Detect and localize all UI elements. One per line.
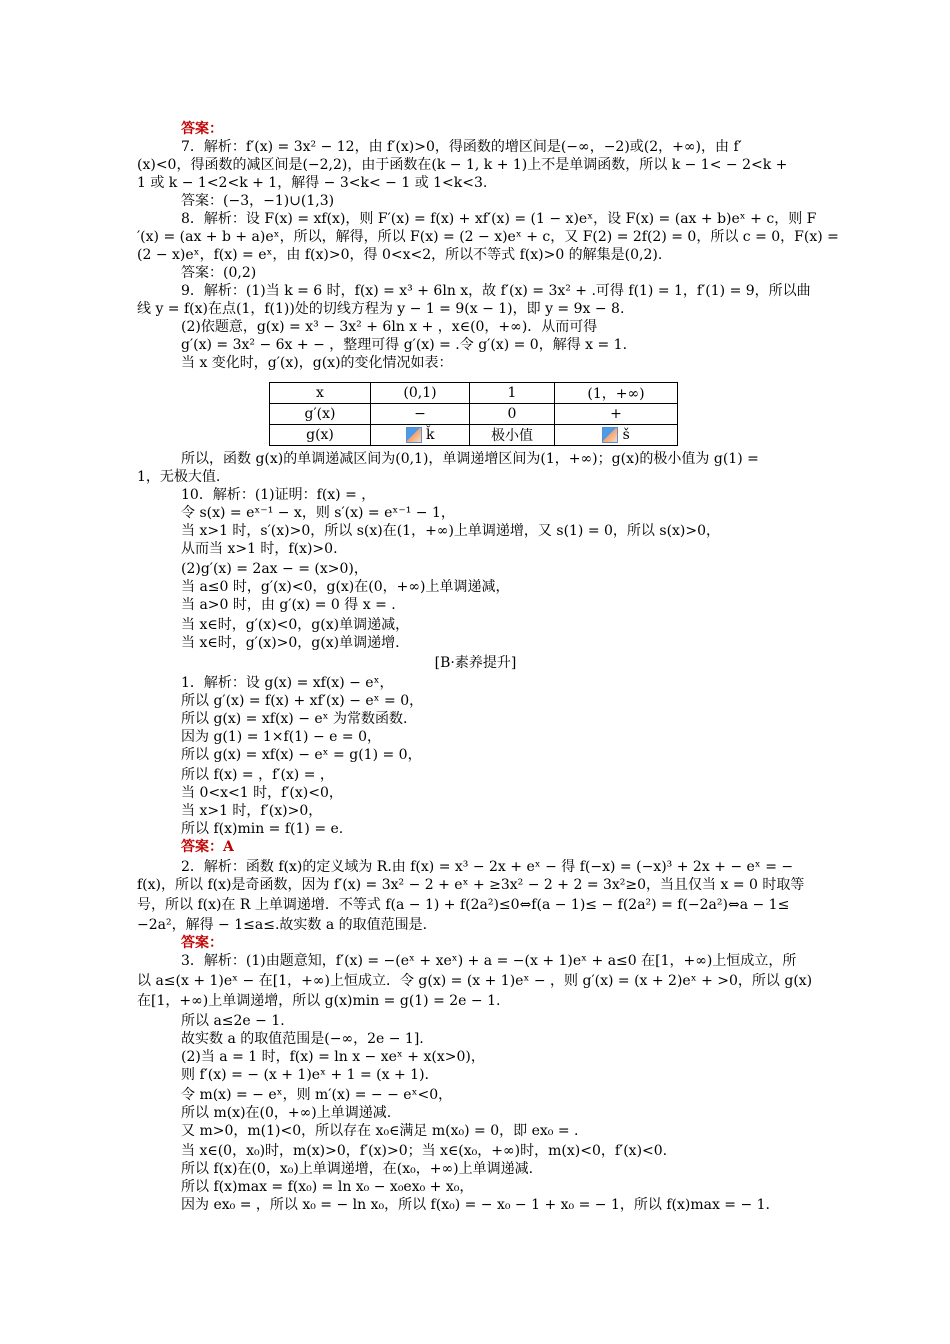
variation-table [269,382,678,446]
decreasing-arrow-icon [406,427,422,443]
table-cell: + [555,404,678,425]
answer-line: 答案：A [181,839,234,855]
increasing-arrow-icon [602,427,618,443]
text-line: 所以 g(x) = xf(x) − eˣ = g(1) = 0， [181,747,422,763]
table-cell: (0,1) [371,383,470,404]
table-cell: 极小值 [470,425,555,446]
text-line: 1，无极大值. [137,469,221,485]
text-line: 在[1，+∞)上单调递增，所以 g(x)min = g(1) = 2e − 1. [137,993,501,1009]
text-line: 当 x∈时，g′(x)>0，g(x)单调递增. [181,635,400,651]
text-line: 8．解析：设 F(x) = xf(x)，则 F′(x) = f(x) + xf′(x) = (1 − x)eˣ，设 F(x) = (ax + b)eˣ + c，则 F [181,211,817,227]
text-line: 2．解析：函数 f(x)的定义域为 R.由 f(x) = x³ − 2x + eˣ − 得 f(−x) = (−x)³ + 2x + − eˣ = − [181,859,794,875]
table-cell: x [270,383,371,404]
text-line: (2)g′(x) = 2ax − = (x>0)， [181,561,368,577]
table-cell [371,425,470,446]
text-line: 3．解析：(1)由题意知，f′(x) = −(eˣ + xeˣ) + a = −(x + 1)eˣ + a≤0 在[1，+∞)上恒成立，所 [181,953,797,969]
table-cell: − [371,404,470,425]
answer-line: 答案：(−3，−1)∪(1,3) [181,193,335,209]
text-line: 故实数 a 的取值范围是(−∞，2e − 1]. [181,1031,424,1047]
text-line: ′(x) = (ax + b + a)eˣ，所以，解得，所以 F(x) = (2 − x)eˣ + c，又 F(2) = 2f(2) = 0，所以 c = 0，F(x) = [137,229,839,245]
text-line: 号，所以 f(x)在 R 上单调递增．不等式 f(a − 1) + f(2a²)≤0⇔f(a − 1)≤ − f(2a²) = f(−2a²)⇔a − 1≤ [137,897,790,913]
table-cell: g(x) [270,425,371,446]
table-cell-text: š [622,427,630,443]
text-line: 所以 a≤2e − 1. [181,1013,285,1029]
text-line: 所以 g(x) = xf(x) − eˣ 为常数函数. [181,711,408,727]
table-cell: g′(x) [270,404,371,425]
answer-line: 答案： [181,121,223,137]
text-line: 又 m>0，m(1)<0，所以存在 x₀∈满足 m(x₀) = 0，即 ex₀ = . [181,1123,579,1139]
text-line: 所以 m(x)在(0，+∞)上单调递减. [181,1105,392,1121]
text-line: 从而当 x>1 时，f(x)>0. [181,541,338,557]
text-line: 所以 g′(x) = f(x) + xf′(x) − eˣ = 0， [181,693,424,709]
table-row [270,404,678,425]
table-cell: 1 [470,383,555,404]
text-line: (2)依题意，g(x) = x³ − 3x² + 6ln x + ，x∈(0，+∞)．从而可得 [181,319,598,335]
section-heading: [B·素养提升] [434,655,517,671]
text-line: 以 a≤(x + 1)eˣ − 在[1，+∞)上恒成立．令 g(x) = (x + 1)eˣ − ，则 g′(x) = (x + 2)eˣ + >0，所以 g(x) [137,973,813,989]
answer-line: 答案：(0,2) [181,265,257,281]
text-line: 当 x∈时，g′(x)<0，g(x)单调递减， [181,617,410,633]
table-cell: (1，+∞) [555,383,678,404]
table-cell [555,425,678,446]
text-line: 当 x∈(0，x₀)时，m(x)>0，f′(x)>0；当 x∈(x₀，+∞)时，m(x)<0，f′(x)<0. [181,1143,668,1159]
text-line: 7．解析：f′(x) = 3x² − 12，由 f′(x)>0，得函数的增区间是(−∞，−2)或(2，+∞)，由 f′ [181,139,742,155]
text-line: 则 f′(x) = − (x + 1)eˣ + 1 = (x + 1). [181,1067,429,1083]
answer-line: 答案： [181,935,223,951]
text-line: 9．解析：(1)当 k = 6 时，f(x) = x³ + 6ln x，故 f′(x) = 3x² + .可得 f(1) = 1，f′(1) = 9，所以曲 [181,283,811,299]
text-line: 当 a>0 时，由 g′(x) = 0 得 x = . [181,597,396,613]
text-line: g′(x) = 3x² − 6x + − ，整理可得 g′(x) = .令 g′(x) = 0，解得 x = 1. [181,337,628,353]
text-line: 所以，函数 g(x)的单调递减区间为(0,1)，单调递增区间为(1，+∞)；g(x)的极小值为 g(1) = [181,451,759,467]
table-cell-text: ǩ [425,427,435,443]
text-line: (x)<0，得函数的减区间是(−2,2)，由于函数在(k − 1, k + 1)上不是单调函数，所以 k − 1< − 2<k + [137,157,788,173]
text-line: 线 y = f(x)在点(1，f(1))处的切线方程为 y − 1 = 9(x − 1)，即 y = 9x − 8. [137,301,625,317]
table-row [270,425,678,446]
text-line: 当 x 变化时，g′(x)，g(x)的变化情况如表： [181,355,453,371]
table-cell: 0 [470,404,555,425]
text-line: (2 − x)eˣ，f(x) = eˣ，由 f(x)>0，得 0<x<2，所以不等式 f(x)>0 的解集是(0,2). [137,247,663,263]
text-line: 当 a≤0 时，g′(x)<0，g(x)在(0，+∞)上单调递减， [181,579,510,595]
text-line: 10．解析：(1)证明：f(x) = ， [181,487,376,503]
text-line: 所以 f(x) = ，f′(x) = ， [181,767,334,783]
text-line: 当 x>1 时，s′(x)>0，所以 s(x)在(1，+∞)上单调递增，又 s(1) = 0，所以 s(x)>0， [181,523,721,539]
text-line: −2a²，解得 − 1≤a≤.故实数 a 的取值范围是. [137,917,428,933]
text-line: (2)当 a = 1 时，f(x) = ln x − xeˣ + x(x>0)， [181,1049,485,1065]
text-line: 所以 f(x)max = f(x₀) = ln x₀ − x₀ex₀ + x₀， [181,1179,474,1195]
text-line: 1 或 k − 1<2<k + 1，解得 − 3<k< − 1 或 1<k<3. [137,175,488,191]
table-row [270,383,678,404]
text-line: 因为 g(1) = 1×f(1) − e = 0， [181,729,381,745]
text-line: 当 0<x<1 时，f′(x)<0， [181,785,343,801]
text-line: 所以 f(x)在(0，x₀)上单调递增，在(x₀，+∞)上单调递减. [181,1161,534,1177]
text-line: 令 s(x) = eˣ⁻¹ − x，则 s′(x) = eˣ⁻¹ − 1， [181,505,455,521]
text-line: 所以 f(x)min = f(1) = e. [181,821,344,837]
text-line: 因为 ex₀ = ，所以 x₀ = − ln x₀，所以 f(x₀) = − x₀ − 1 + x₀ = − 1，所以 f(x)max = − 1. [181,1197,771,1213]
text-line: 1．解析：设 g(x) = xf(x) − eˣ， [181,675,394,691]
text-line: f(x)，所以 f(x)是奇函数，因为 f′(x) = 3x² − 2 + eˣ + ≥3x² − 2 + 2 = 3x²≥0，当且仅当 x = 0 时取等 [137,877,805,893]
text-line: 令 m(x) = − eˣ，则 m′(x) = − − eˣ<0， [181,1087,453,1103]
text-line: 当 x>1 时，f′(x)>0， [181,803,323,819]
